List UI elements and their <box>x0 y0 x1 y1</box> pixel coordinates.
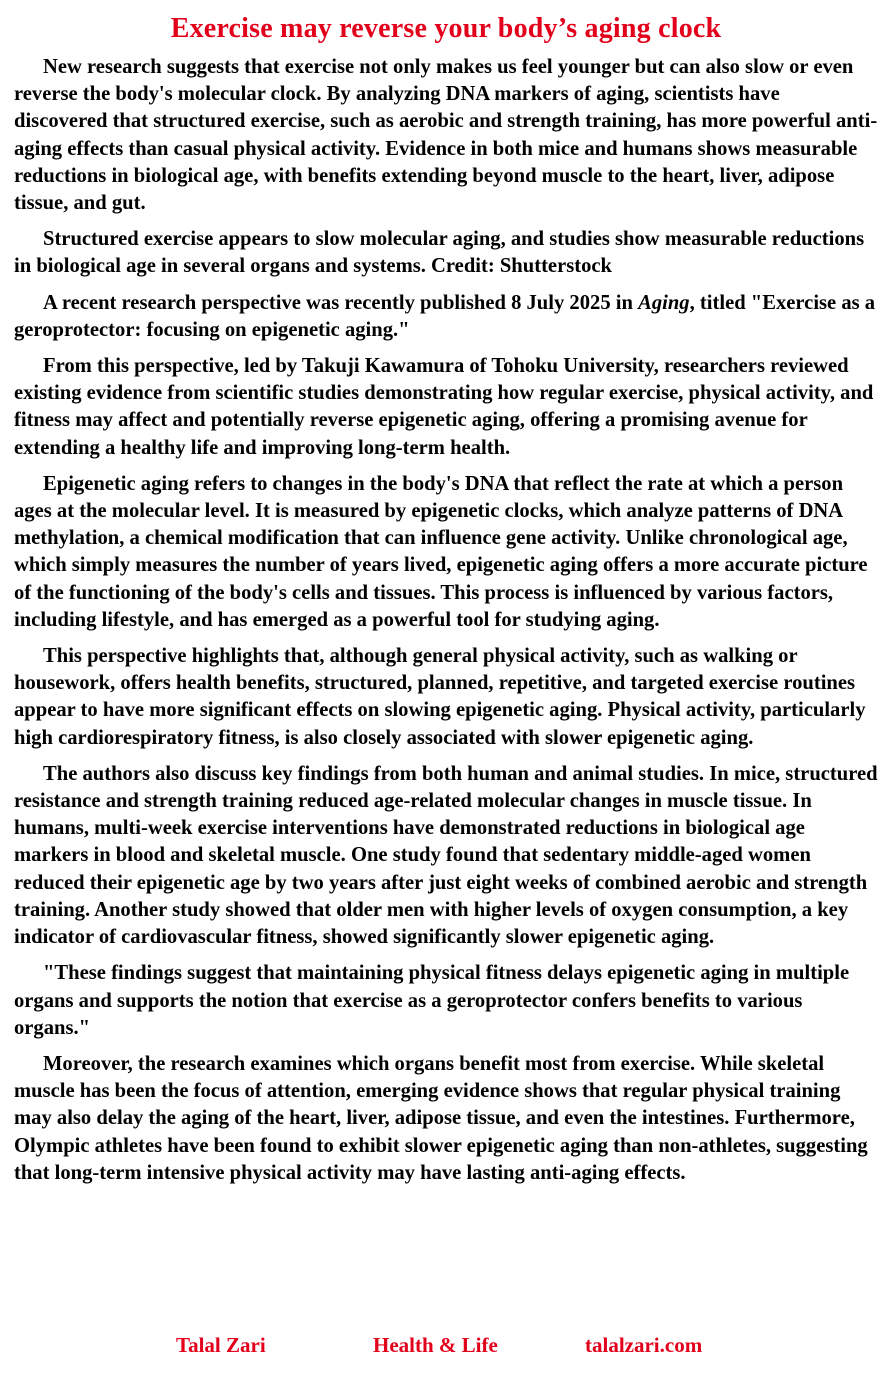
footer-website: talalzari.com <box>585 1333 703 1357</box>
footer-section: Health & Life <box>373 1333 498 1357</box>
page-footer <box>0 1333 888 1367</box>
image-caption-paragraph: Structured exercise appears to slow molecular aging, and studies show measurable reductions in biological age in several organs and systems. Credit: Shutterstock <box>14 228 865 278</box>
article-paragraph-6: This perspective highlights that, although general physical activity, such as walking or housework, offers health benefits, structured, planned, repetitive, and targeted exercise routines appear to have more significant effects on slowing epigenetic aging. Physical activity, particularly high cardiorespiratory fitness, is also closely associated with slower epigenetic aging. <box>14 645 866 749</box>
article-paragraph-4: From this perspective, led by Takuji Kawamura of Tohoku University, researchers reviewed existing evidence from scientific studies demonstrating how regular exercise, physical activity, and fitness may affect and potentially reverse epigenetic aging, offering a promising avenue for extending a healthy life and improving long-term health. <box>14 355 874 459</box>
article-paragraph-1: New research suggests that exercise not only makes us feel younger but can also slow or even reverse the body's molecular clock. By analyzing DNA markers of aging, scientists have discovered that structured exercise, such as aerobic and strength training, has more powerful anti-aging effects than casual physical activity. Evidence in both mice and humans shows measurable reductions in biological age, with benefits extending beyond muscle to the heart, liver, adipose tissue, and gut. <box>14 56 878 215</box>
footer-author: Talal Zari <box>176 1333 266 1357</box>
journal-name: Aging <box>638 291 690 314</box>
publication-text-after: , titled "Exercise as a geroprotector: focusing on epigenetic aging." <box>14 291 876 341</box>
publication-text-before: A recent research perspective was recently published 8 July 2025 in <box>43 291 639 314</box>
article-paragraph-5: Epigenetic aging refers to changes in the body's DNA that reflect the rate at which a person ages at the molecular level. It is measured by epigenetic clocks, which analyze patterns of DNA methylation, a chemical modification that can influence gene activity. Unlike chronological age, which simply measures the number of years lived, epigenetic aging offers a more accurate picture of the functioning of the body's cells and tissues. This process is influenced by various factors, including lifestyle, and has emerged as a powerful tool for studying aging. <box>14 472 868 631</box>
quote-paragraph: "These findings suggest that maintaining physical fitness delays epigenetic aging in multiple organs and supports the notion that exercise as a geroprotector confers benefits to various organs." <box>14 962 850 1039</box>
article-paragraph-9: Moreover, the research examines which organs benefit most from exercise. While skeletal muscle has been the focus of attention, emerging evidence shows that regular physical training may also delay the aging of the heart, liver, adipose tissue, and even the intestines. Furthermore, Olympic athletes have been found to exhibit slower epigenetic aging than non-athletes, suggesting that long-term intensive physical activity may have lasting anti-aging effects. <box>14 1052 868 1184</box>
article-paragraph-7: The authors also discuss key findings from both human and animal studies. In mice, structured resistance and strength training reduced age-related molecular changes in muscle tissue. In humans, multi-week exercise interventions have demonstrated reductions in biological age markers in blood and skeletal muscle. One study found that sedentary middle-aged women reduced their epigenetic age by two years after just eight weeks of combined aerobic and strength training. Another study showed that older men with higher levels of oxygen consumption, a key indicator of cardiovascular fitness, showed significantly slower epigenetic aging. <box>14 762 878 949</box>
publication-paragraph <box>14 290 878 344</box>
article-title: Exercise may reverse your body’s aging clock <box>170 13 722 44</box>
